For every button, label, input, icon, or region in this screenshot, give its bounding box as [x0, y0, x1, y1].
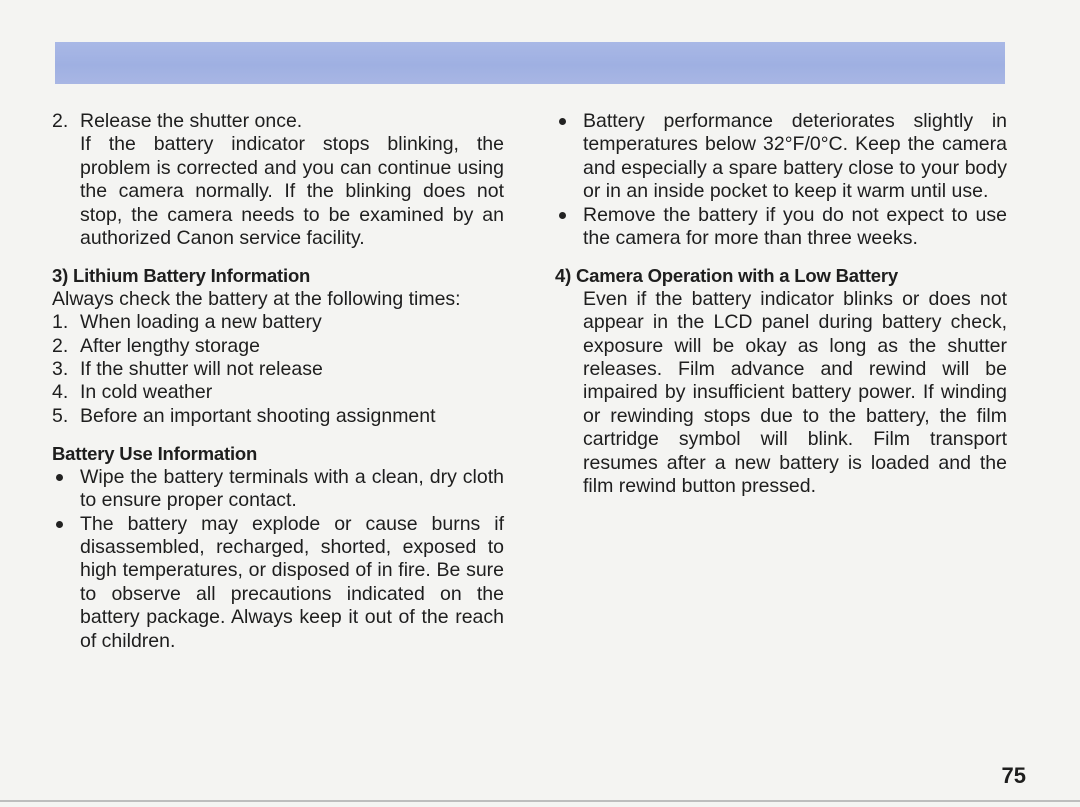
battery-use-heading: Battery Use Information	[52, 443, 258, 465]
bullet-item	[555, 204, 1007, 251]
item-number: 2.	[52, 334, 69, 357]
list-item	[52, 335, 504, 358]
header-band	[55, 42, 1005, 84]
bullet-dot-icon	[52, 466, 80, 513]
item-number: 1.	[52, 311, 69, 334]
item-text: In cold weather	[80, 381, 213, 404]
bullet-dot-icon	[555, 204, 583, 251]
low-battery-text: Even if the battery indicator blinks or does not appear in the LCD panel during battery check, exposure will be okay as long as the shutter releases. Film advance and rewind will be impaired by insufficient battery power. If winding or rewinding stops due to the battery, the film cartridge symbol will blink. Film transport resumes after a new battery is loaded and the film rewind button pressed.	[583, 287, 1007, 498]
item-text: When loading a new battery	[80, 311, 322, 334]
step-2-text: If the battery indicator stops blinking, the problem is corrected and you can continue using the camera normally. If the blinking does not stop, the camera needs to be examined by an authorized Canon service facility.	[80, 133, 504, 250]
item-number: 5.	[52, 404, 69, 427]
step-label: Release the shutter once.	[80, 110, 303, 132]
item-number: 4.	[52, 381, 69, 404]
bullet-text: Wipe the battery terminals with a clean, dry cloth to ensure proper contact.	[80, 465, 504, 512]
lithium-intro: Always check the battery at the following times:	[52, 287, 461, 310]
bullet-dot-icon	[52, 513, 80, 653]
step-number: 2.	[52, 110, 69, 132]
right-column	[555, 110, 1007, 499]
bullet-item	[52, 466, 504, 513]
bullet-text: Battery performance deteriorates slightly in temperatures below 32°F/0°C. Keep the camera and especially a spare battery close to your body or in an inside pocket to keep it warm until use.	[583, 110, 1007, 203]
item-number: 3.	[52, 358, 69, 381]
list-item	[52, 358, 504, 381]
bottom-divider	[0, 800, 1080, 802]
item-text: Before an important shooting assignment	[80, 404, 436, 427]
left-column	[52, 110, 504, 653]
page-number: 75	[1001, 763, 1026, 788]
bullet-text: The battery may explode or cause burns if disassembled, recharged, shorted, exposed to high temperatures, or disposed of in fire. Be sure to observe all precautions indicated on the battery package. Always keep it out of the reach of children.	[80, 512, 504, 652]
low-battery-heading: 4) Camera Operation with a Low Battery	[555, 265, 898, 287]
step-2	[52, 110, 504, 133]
lithium-heading: 3) Lithium Battery Information	[52, 265, 311, 287]
bullet-text: Remove the battery if you do not expect to use the camera for more than three weeks.	[583, 203, 1007, 250]
list-item	[52, 405, 504, 428]
list-item	[52, 311, 504, 334]
bullet-item	[52, 513, 504, 653]
bullet-dot-icon	[555, 110, 583, 204]
item-text: After lengthy storage	[80, 334, 260, 357]
list-item	[52, 381, 504, 404]
item-text: If the shutter will not release	[80, 358, 323, 381]
bullet-item	[555, 110, 1007, 204]
